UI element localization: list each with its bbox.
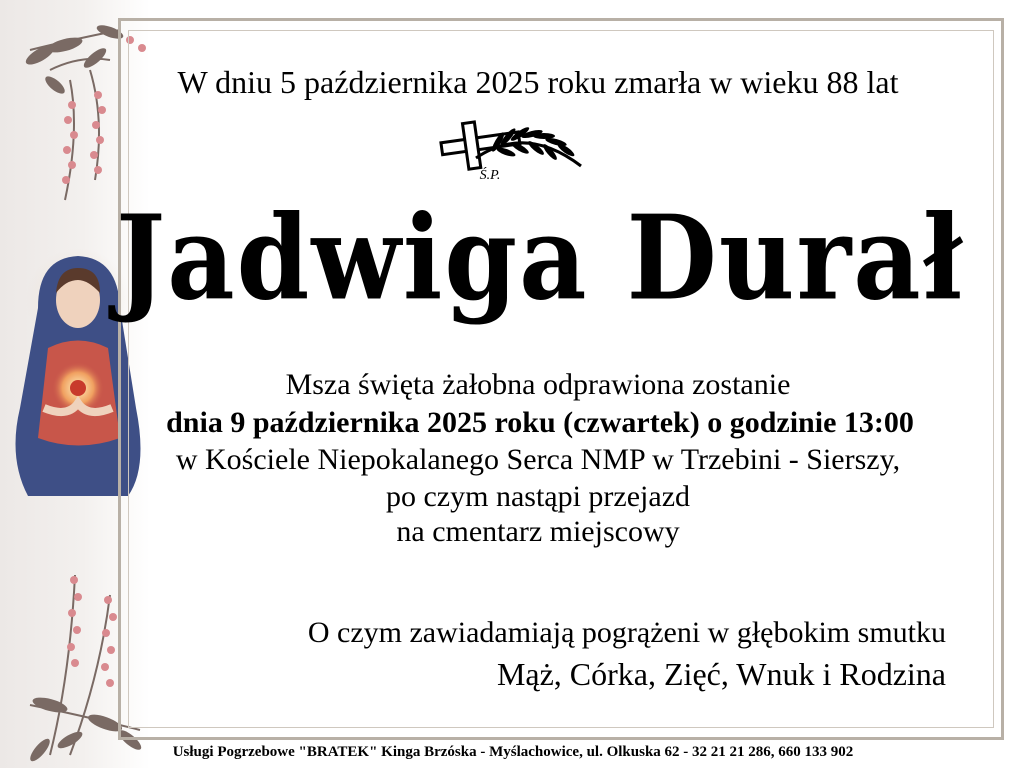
mass-cemetery: na cmentarz miejscowy (396, 515, 680, 548)
family-names: Mąż, Córka, Zięć, Wnuk i Rodzina (496, 656, 946, 692)
mass-intro: Msza święta żałobna odprawiona zostanie (285, 368, 791, 401)
mass-date: dnia 9 października 2025 roku (czwartek) o godzinie 13:00 (166, 406, 914, 439)
funeral-service-footer: Usługi Pogrzebowe "BRATEK" Kinga Brzóska - Myślachowice, ul. Olkuska 62 - 32 21 21 286, 660 133 902 (172, 744, 854, 760)
death-announcement: W dniu 5 października 2025 roku zmarła w wieku 88 lat (177, 64, 899, 100)
mass-after: po czym nastąpi przejazd (385, 480, 691, 513)
deceased-name: Jadwiga Durał (116, 188, 965, 327)
sp-label: Ś.P. (479, 168, 501, 183)
family-intro: O czym zawiadamiają pogrążeni w głębokim smutku (307, 616, 946, 649)
mass-place: w Kościele Niepokalanego Serca NMP w Trzebini - Sierszy, (175, 443, 901, 476)
